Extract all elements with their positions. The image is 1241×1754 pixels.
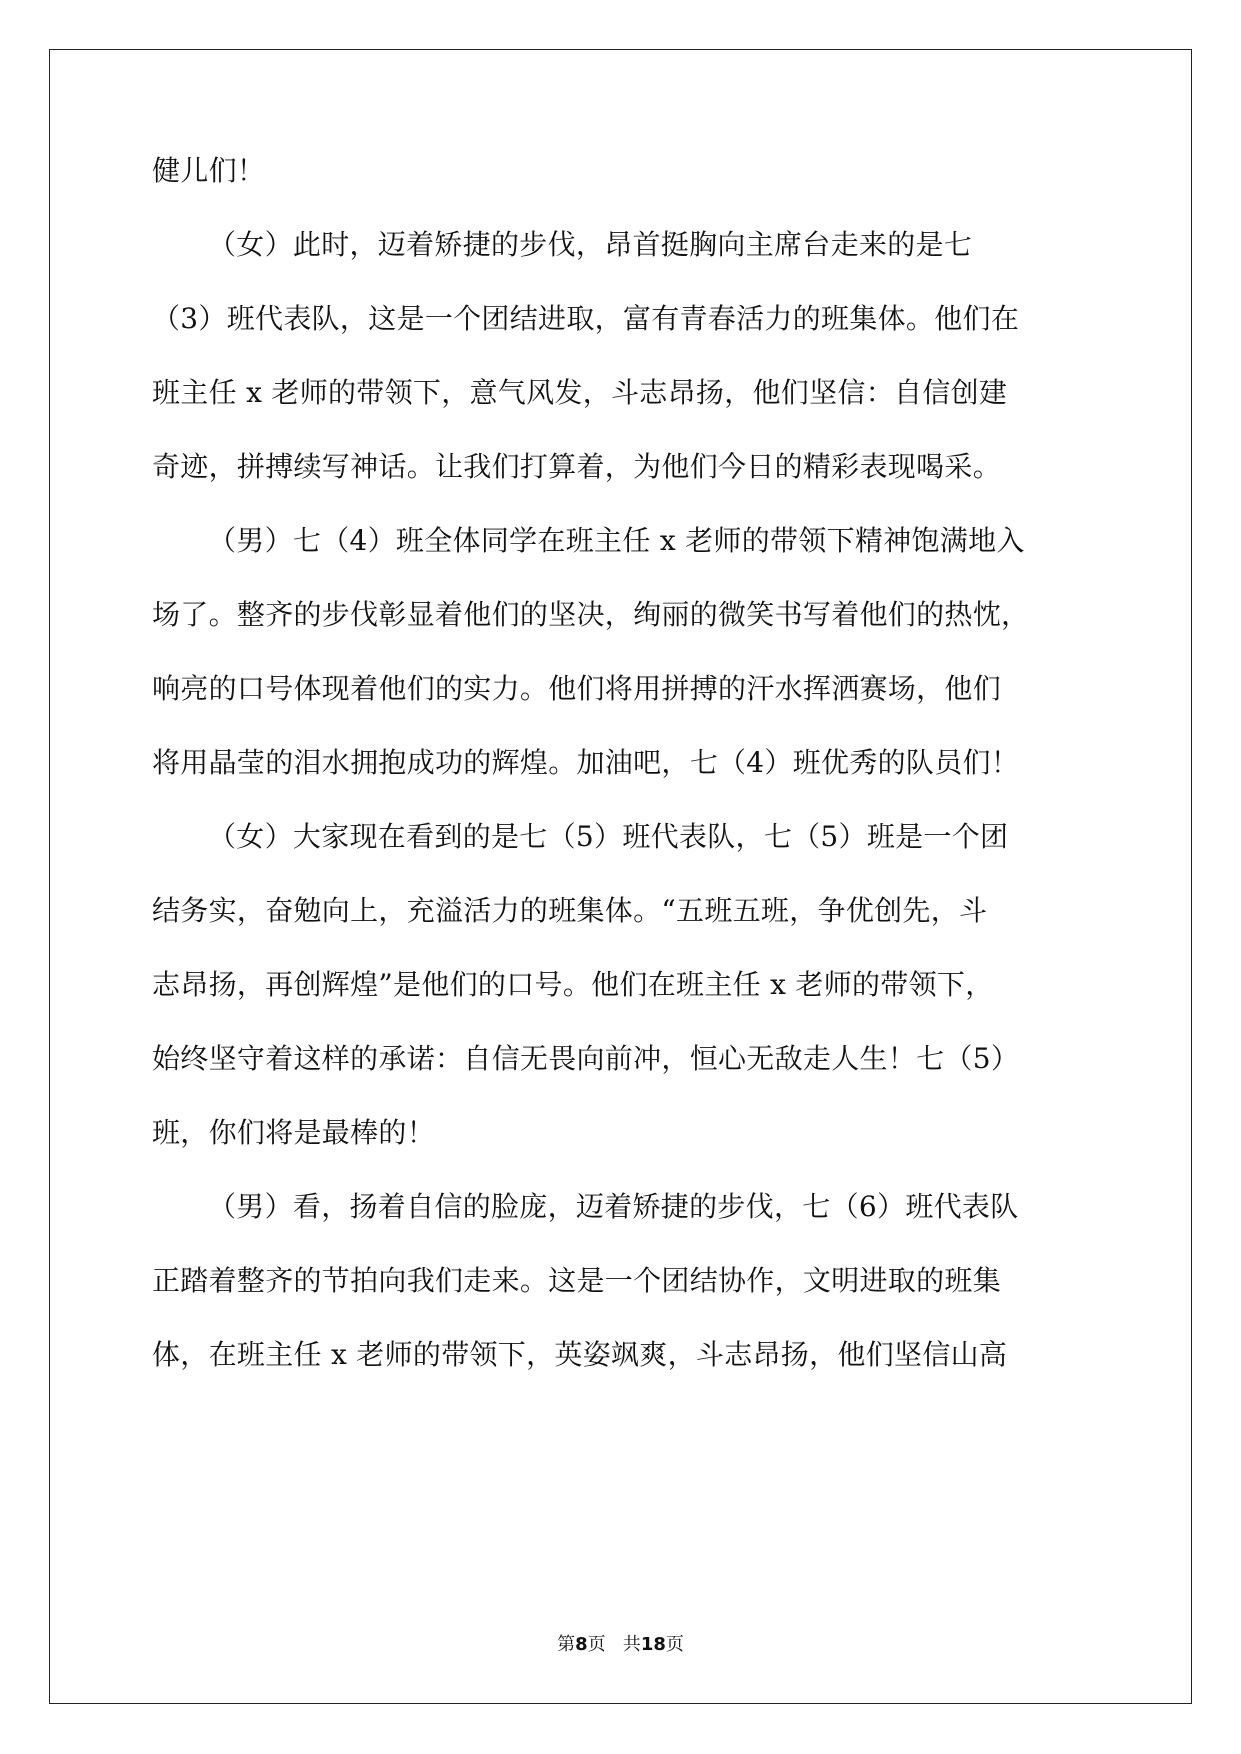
page-suffix: 页 <box>587 1634 606 1655</box>
text-line: 体，在班主任 x 老师的带领下，英姿飒爽，斗志昂扬，他们坚信山高 <box>152 1338 1008 1371</box>
text-line: （3）班代表队，这是一个团结进取，富有青春活力的班集体。他们在 <box>152 302 1020 335</box>
text-line: 班，你们将是最棒的！ <box>152 1116 436 1149</box>
text-line: （男）七（4）班全体同学在班主任 x 老师的带领下精神饱满地入 <box>208 524 1025 557</box>
text-line: 结务实，奋勉向上，充溢活力的班集体。“五班五班，争优创先，斗 <box>152 894 988 927</box>
total-prefix: 共 <box>622 1634 641 1655</box>
text-line: 班主任 x 老师的带领下，意气风发，斗志昂扬，他们坚信：自信创建 <box>152 376 1008 409</box>
text-line: 志昂扬，再创辉煌”是他们的口号。他们在班主任 x 老师的带领下， <box>152 968 994 1001</box>
text-line: （女）此时，迈着矫捷的步伐，昂首挺胸向主席台走来的是七 <box>208 228 973 261</box>
text-line: 始终坚守着这样的承诺：自信无畏向前冲，恒心无敌走人生！七（5） <box>152 1042 1020 1075</box>
page-border <box>49 49 1192 1704</box>
text-line: 将用晶莹的泪水拥抱成功的辉煌。加油吧，七（4）班优秀的队员们！ <box>152 746 1020 779</box>
page-prefix: 第 <box>557 1634 576 1655</box>
text-line: 健儿们！ <box>152 154 266 187</box>
text-line: 场了。整齐的步伐彰显着他们的坚决，绚丽的微笑书写着他们的热忱， <box>152 598 1030 631</box>
total-pages: 18 <box>640 1634 666 1655</box>
text-line: 奇迹，拼搏续写神话。让我们打算着，为他们今日的精彩表现喝采。 <box>152 450 1002 483</box>
total-suffix: 页 <box>665 1634 684 1655</box>
text-line: （女）大家现在看到的是七（5）班代表队，七（5）班是一个团 <box>208 820 1009 853</box>
text-line: （男）看，扬着自信的脸庞，迈着矫捷的步伐，七（6）班代表队 <box>208 1190 1019 1223</box>
text-line: 响亮的口号体现着他们的实力。他们将用拼搏的汗水挥洒赛场，他们 <box>152 672 1002 705</box>
page-number: 8 <box>575 1634 588 1655</box>
page-footer <box>0 1630 1241 1656</box>
text-line: 正踏着整齐的节拍向我们走来。这是一个团结协作，文明进取的班集 <box>152 1264 1002 1297</box>
